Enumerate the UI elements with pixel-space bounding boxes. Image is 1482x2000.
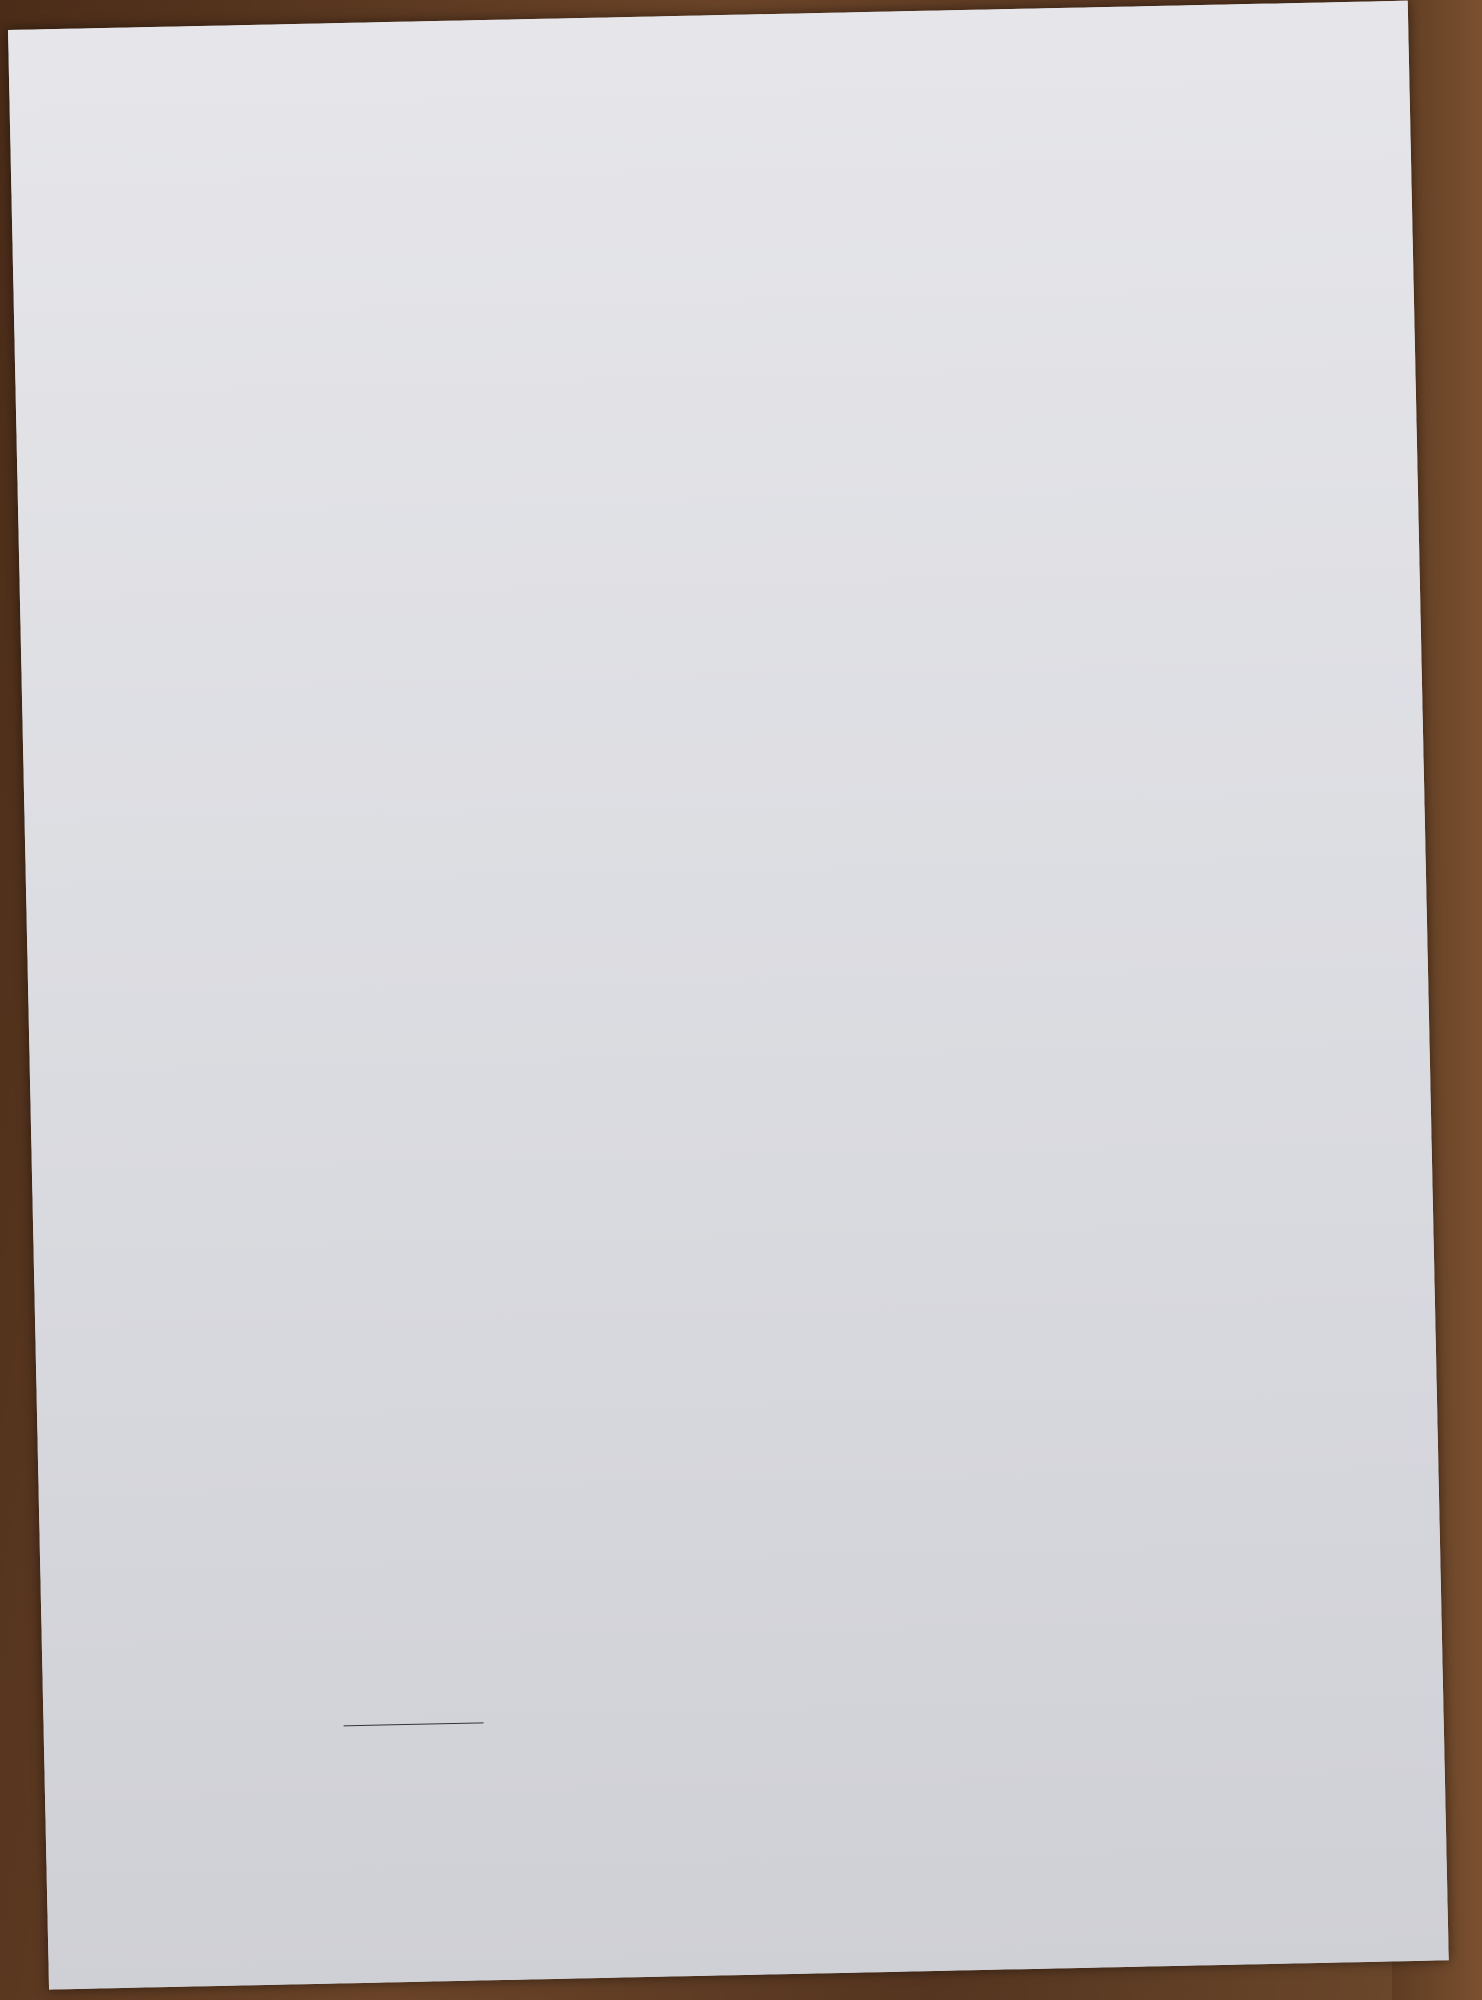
caption-parent-fee <box>58 84 1358 111</box>
table-top-lunch <box>58 82 1358 109</box>
signature-line <box>344 1722 484 1726</box>
menu-content <box>58 82 1359 149</box>
caption-garden <box>58 104 1358 131</box>
table-parent-breakfast <box>58 102 1358 129</box>
table-garden <box>59 122 1359 149</box>
menu-sheet <box>8 1 1449 1990</box>
